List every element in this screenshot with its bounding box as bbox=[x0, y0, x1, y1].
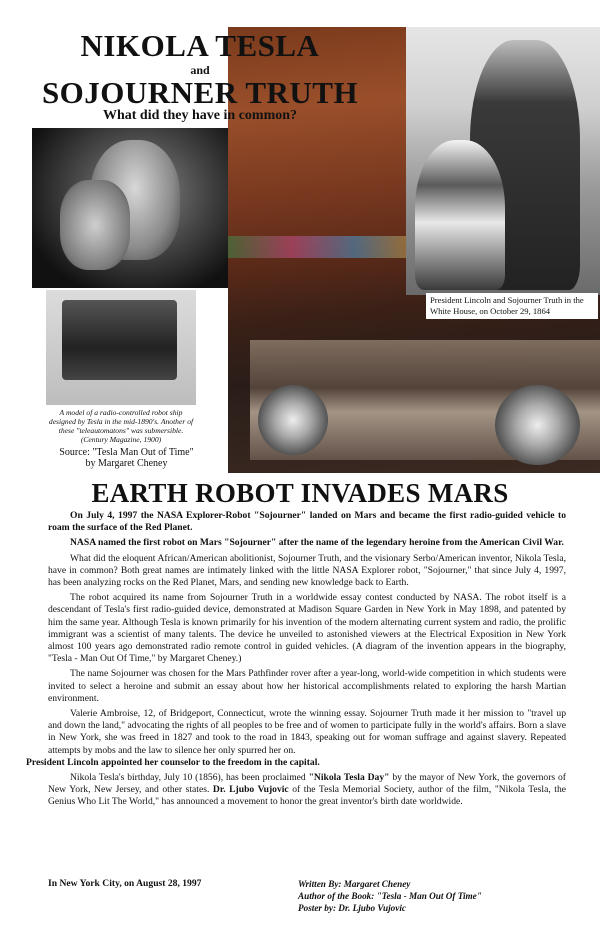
vujovic-name: Dr. Ljubo Vujovic bbox=[212, 784, 289, 796]
source-credit bbox=[44, 447, 209, 469]
robot-ship-model bbox=[62, 300, 177, 380]
robot-ship-caption: A model of a radio-controlled robot ship designed by Tesla in the mid-1890's. Another of these "teleautomatons" was submersible. (Century Magazine, 1900) bbox=[48, 408, 194, 444]
title-and: and bbox=[190, 63, 210, 77]
title-tesla: NIKOLA TESLA bbox=[80, 28, 320, 63]
tesla-day-text: Nikola Tesla's birthday, July 10 (1856), has been proclaimed bbox=[70, 772, 309, 784]
tesla-day-text-3: of the Tesla Memorial Society, author of the film, "Nikola Tesla, the Genius Who Lit The World," has announced a movement to honor the great inventor's birth date worldwide. bbox=[48, 784, 567, 808]
credit-author: Author of the Book: "Tesla - Man Out Of Time" bbox=[298, 891, 482, 901]
tesla-day-name: "Nikola Tesla Day" bbox=[308, 772, 390, 784]
title-sojourner-truth: SOJOURNER TRUTH bbox=[41, 75, 359, 110]
source-line-2: by Margaret Cheney bbox=[85, 458, 168, 469]
headline: EARTH ROBOT INVADES MARS bbox=[91, 478, 509, 508]
paragraph-competition: The name Sojourner was chosen for the Mars Pathfinder rover after a year-long, world-wide competition in which students were invited to select a heroine and submit an essay about how her historical accomplishments related to exploring the harsh Martian environment. bbox=[48, 668, 566, 704]
paragraph-landing: On July 4, 1997 the NASA Explorer-Robot "Sojourner" landed on Mars and became the first radio-guided vehicle to roam the surface of the Red Planet. bbox=[48, 510, 566, 534]
lincoln-photo-caption: President Lincoln and Sojourner Truth in the White House, on October 29, 1864 bbox=[426, 293, 598, 319]
dateline: In New York City, on August 28, 1997 bbox=[48, 878, 202, 889]
sojourner-truth-figure bbox=[415, 140, 505, 290]
paragraph-winner bbox=[26, 708, 566, 769]
rover-wheel bbox=[258, 385, 328, 455]
credit-poster: Poster by: Dr. Ljubo Vujovic bbox=[298, 903, 406, 913]
tesla-day-text-2: by the mayor of New York, the governors of New York, New Jersey, and other states. bbox=[48, 772, 567, 796]
credits bbox=[298, 878, 482, 914]
winner-text: Valerie Ambroise, 12, of Bridgeport, Connecticut, wrote the winning essay. Sojourner Truth made it her mission to "travel up and down the land," advocating the rights of all peoples to be free and of women to participate fully in the world's affairs. Born a slave in New York, she was freed in 1827 and took to the road in 1843, speaking out for woman suffrage and against slavery. Repeated attempts by mobs and the law to silence her only spurred her on. bbox=[48, 708, 566, 756]
lincoln-appointment: President Lincoln appointed her counselor to the freedom in the capital. bbox=[26, 756, 320, 768]
tesla-hand bbox=[60, 180, 130, 270]
title-question: What did they have in common? bbox=[102, 108, 298, 123]
credit-written-by: Written By: Margaret Cheney bbox=[298, 879, 411, 889]
paragraph-common: What did the eloquent African/American abolitionist, Sojourner Truth, and the visionary Serbo/American inventor, Nikola Tesla, have in common? Both great names are intimately linked with the little NASA Explorer robot, "Sojourner," that since July 4, 1997, has been analyzing rocks on the Red Planet, Mars, and sending new knowledge back to Earth. bbox=[48, 552, 566, 589]
article-body bbox=[26, 510, 567, 812]
paragraph-tesla-day bbox=[48, 772, 566, 809]
source-line-1: Source: "Tesla Man Out of Time" bbox=[59, 447, 194, 458]
paragraph-naming: NASA named the first robot on Mars "Sojourner" after the name of the legendary heroine from the American Civil War. bbox=[70, 537, 564, 549]
paragraph-contest: The robot acquired its name from Sojourner Truth in a worldwide essay contest conducted by NASA. The robot itself is a descendant of Tesla's first radio-guided device, demonstrated at Madison Square Garden in New York in May 1898, and patented by him the same year. Although Tesla is known primarily for his invention of the modern alternating current system and radio, the prolific immigrant was a scientist of many talents. The device he unveiled to astonished viewers at the Electrical Exposition in New York almost 100 years ago demonstrated radio remote control in guided vehicles. (A diagram of the invention appears in the biography, "Tesla - Man Out Of Time," by Margaret Cheney.) bbox=[48, 592, 566, 665]
rover-wheel bbox=[495, 385, 580, 465]
